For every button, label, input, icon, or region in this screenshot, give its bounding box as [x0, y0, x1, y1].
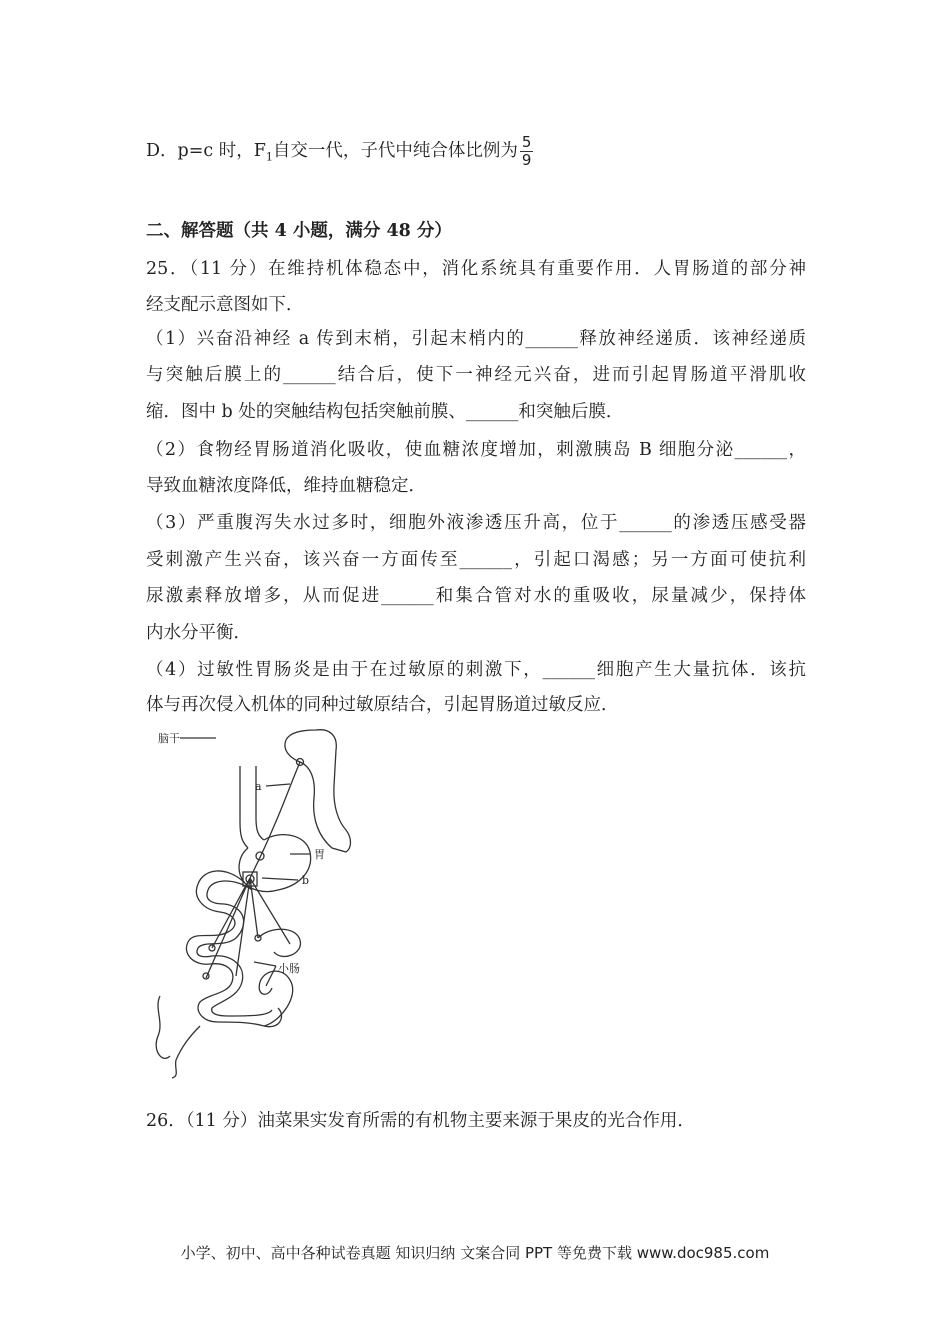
- option-d-prefix: D．p=c 时，F: [146, 141, 266, 161]
- colon-tail: [172, 1026, 200, 1078]
- small-intestine-inner: [197, 881, 272, 1016]
- label-stomach: 胃: [314, 848, 325, 861]
- q25-line2: 经支配示意图如下．: [146, 295, 304, 315]
- label-brainstem: 脑干: [158, 732, 180, 745]
- fraction-denominator: 9: [521, 151, 532, 169]
- q25-p1-line3: 缩．图中 b 处的突触结构包括突触前膜、______和突触后膜．: [146, 402, 624, 422]
- leader-a: [266, 784, 290, 786]
- q26-line1: 26．（11 分）油菜果实发育所需的有机物主要来源于果皮的光合作用．: [146, 1111, 695, 1131]
- brainstem-shape: [285, 730, 351, 852]
- q25-p2-line1: （2）食物经胃肠道消化吸收，使血糖浓度增加，刺激胰岛 B 细胞分泌______，: [146, 440, 806, 460]
- q25-p3-line4: 内水分平衡．: [146, 623, 251, 643]
- q25-p2-line2: 导致血糖浓度降低，维持血糖稳定．: [146, 476, 426, 496]
- section-title: 二、解答题（共 4 小题，满分 48 分）: [146, 221, 452, 241]
- q25-p1-line1: （1）兴奋沿神经 a 传到末梢，引起末梢内的______释放神经递质．该神经递质: [146, 329, 806, 349]
- option-d-sub: 1: [265, 150, 273, 164]
- option-d: [146, 134, 806, 173]
- page-footer: 小学、初中、高中各种试卷真题 知识归纳 文案合同 PPT 等免费下载 www.doc985.com: [180, 1244, 770, 1262]
- esophagus-right: [256, 766, 264, 840]
- q25-line1: 25．（11 分）在维持机体稳态中，消化系统具有重要作用．人胃肠道的部分神: [146, 259, 806, 279]
- option-d-suffix: 自交一代，子代中纯合体比例为: [272, 141, 518, 161]
- label-a: a: [255, 780, 262, 793]
- esophagus-left: [240, 766, 248, 848]
- gi-nerve-diagram: [140, 726, 410, 1081]
- colon-left: [156, 996, 170, 1058]
- leader-b: [262, 878, 298, 880]
- intestine-coil-2: [258, 929, 300, 956]
- q25-p4-line2: 体与再次侵入机体的同种过敏原结合，引起胃肠道过敏反应．: [146, 695, 619, 715]
- q25-p3-line2: 受刺激产生兴奋，该兴奋一方面传至______，引起口渴感；另一方面可使抗利: [146, 550, 806, 570]
- label-b: b: [302, 874, 310, 887]
- q25-p1-line2: 与突触后膜上的______结合后，使下一神经元兴奋，进而引起胃肠道平滑肌收: [146, 365, 806, 385]
- intestine-coil-1: [259, 971, 292, 1026]
- small-intestine-outer: [186, 871, 281, 1027]
- label-intestine: 小肠: [278, 962, 300, 975]
- q25-p3-line1: （3）严重腹泻失水过多时，细胞外液渗透压升高，位于______的渗透压感受器: [146, 513, 806, 533]
- q25-p3-line3: 尿激素释放增多，从而促进______和集合管对水的重吸收，尿量减少，保持体: [146, 586, 806, 606]
- fraction: [520, 134, 534, 169]
- synapse-marker-4: [203, 973, 209, 979]
- leader-intestine: [254, 962, 276, 986]
- q25-p4-line1: （4）过敏性胃肠炎是由于在过敏原的刺激下，______细胞产生大量抗体．该抗: [146, 660, 806, 680]
- fraction-numerator: 5: [521, 133, 532, 151]
